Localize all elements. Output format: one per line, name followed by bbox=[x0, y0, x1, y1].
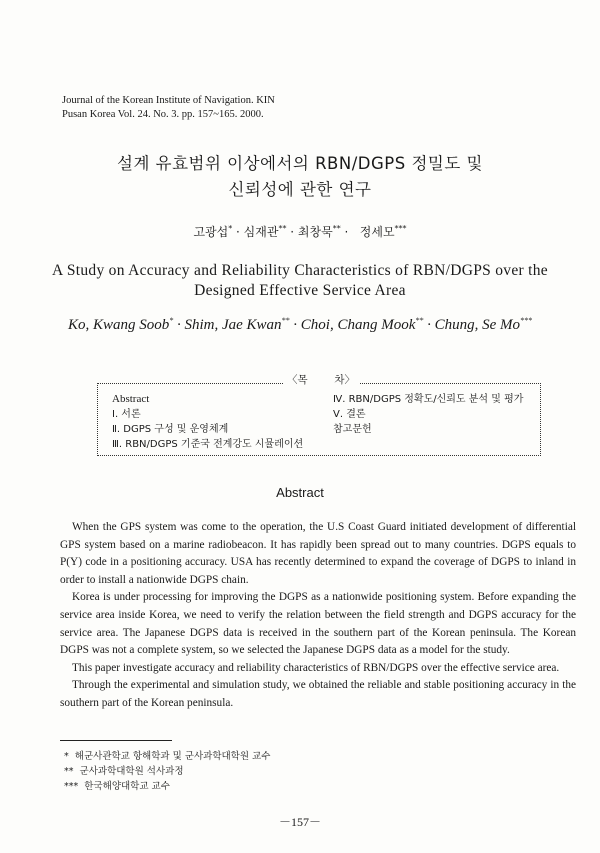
english-author-sep-3: · bbox=[423, 317, 435, 333]
journal-line-1: Journal of the Korean Institute of Navigation. KIN bbox=[62, 95, 275, 106]
abstract-heading: Abstract bbox=[276, 485, 324, 500]
korean-author-sep-3: · bbox=[340, 225, 360, 239]
english-author-3: Choi, Chang Mook bbox=[300, 317, 416, 333]
english-author-4-mark: *** bbox=[520, 316, 533, 325]
korean-authors bbox=[0, 223, 600, 240]
korean-author-4-mark: *** bbox=[394, 224, 407, 233]
english-author-3-mark: ** bbox=[415, 316, 424, 325]
page-number: －157－ bbox=[278, 815, 321, 829]
korean-author-2-mark: ** bbox=[278, 224, 287, 233]
english-author-4: Chung, Se Mo bbox=[434, 317, 521, 333]
korean-author-1-mark: * bbox=[228, 224, 233, 233]
korean-author-1: 고광섭 bbox=[193, 225, 229, 239]
toc-item-simulation: Ⅲ. RBN/DGPS 기준국 전계강도 시뮬레이션 bbox=[112, 439, 304, 450]
abstract-paragraph: Korea is under processing for improving the DGPS as a nationwide positioning system. Before expanding the service area inside Korea, we need to verify the relation between the field strength and DGPS accuracy for the service area. The Japanese DGPS data is received in the southern part of the Korean peninsula. The Korean DGPS was not a complete system, so we selected the Japanese DGPS data as a model for the study. bbox=[60, 591, 576, 657]
korean-author-3: 최창묵 bbox=[297, 225, 333, 239]
korean-author-2: 심재관 bbox=[243, 225, 279, 239]
english-author-1: Ko, Kwang Soob bbox=[67, 317, 170, 333]
korean-title-line-2: 신뢰성에 관한 연구 bbox=[228, 180, 372, 199]
english-author-2: Shim, Jae Kwan bbox=[184, 317, 282, 333]
english-authors bbox=[0, 316, 600, 334]
footnote-3: *** 한국해양대학교 교수 bbox=[64, 781, 170, 792]
korean-author-sep-1: · bbox=[232, 225, 244, 239]
korean-author-3-mark: ** bbox=[332, 224, 341, 233]
toc-item-dgps-system: Ⅱ. DGPS 구성 및 운영체계 bbox=[112, 424, 229, 435]
english-author-2-mark: ** bbox=[281, 316, 290, 325]
toc-item-abstract: Abstract bbox=[112, 393, 150, 405]
journal-citation bbox=[62, 94, 275, 122]
english-author-sep-2: · bbox=[289, 317, 301, 333]
english-title-line-2: Designed Effective Service Area bbox=[194, 282, 406, 299]
english-title-line-1: A Study on Accuracy and Reliability Characteristics of RBN/DGPS over the bbox=[52, 262, 548, 279]
journal-line-2: Pusan Korea Vol. 24. No. 3. pp. 157~165. 2000. bbox=[62, 109, 264, 120]
footnote-rule bbox=[60, 740, 172, 741]
english-author-1-mark: * bbox=[169, 316, 174, 325]
abstract-paragraph: Through the experimental and simulation study, we obtained the reliable and stable positioning accuracy in the southern part of the Korean peninsula. bbox=[60, 679, 576, 709]
toc-item-accuracy-analysis: Ⅳ. RBN/DGPS 정확도/신뢰도 분석 및 평가 bbox=[333, 394, 524, 405]
toc-item-conclusion: Ⅴ. 결론 bbox=[333, 409, 366, 420]
abstract-paragraph: This paper investigate accuracy and reliability characteristics of RBN/DGPS over the effective service area. bbox=[72, 661, 560, 674]
english-author-sep-1: · bbox=[173, 317, 185, 333]
toc-item-references: 참고문헌 bbox=[333, 424, 372, 435]
table-of-contents-heading: 〈목 차〉 bbox=[283, 372, 359, 387]
korean-title-line-1: 설계 유효범위 이상에서의 RBN/DGPS 정밀도 및 bbox=[117, 154, 483, 173]
abstract-paragraph: When the GPS system was come to the operation, the U.S Coast Guard initiated development of differential GPS system based on a marine radiobeacon. It has rapidly been spread out to many countries. DGPS equals to P(Y) code in a positioning accuracy. USA has recently determined to expand the coverage of DGPS to inland in order to install a nationwide DGPS chain. bbox=[60, 521, 576, 586]
footnote-1: * 해군사관학교 항해학과 및 군사과학대학원 교수 bbox=[64, 751, 271, 762]
korean-author-sep-2: · bbox=[286, 225, 298, 239]
footnote-2: ** 군사과학대학원 석사과정 bbox=[64, 766, 184, 777]
abstract-body bbox=[60, 519, 576, 713]
toc-item-introduction: Ⅰ. 서론 bbox=[112, 409, 141, 420]
korean-author-4: 정세모 bbox=[359, 225, 395, 239]
